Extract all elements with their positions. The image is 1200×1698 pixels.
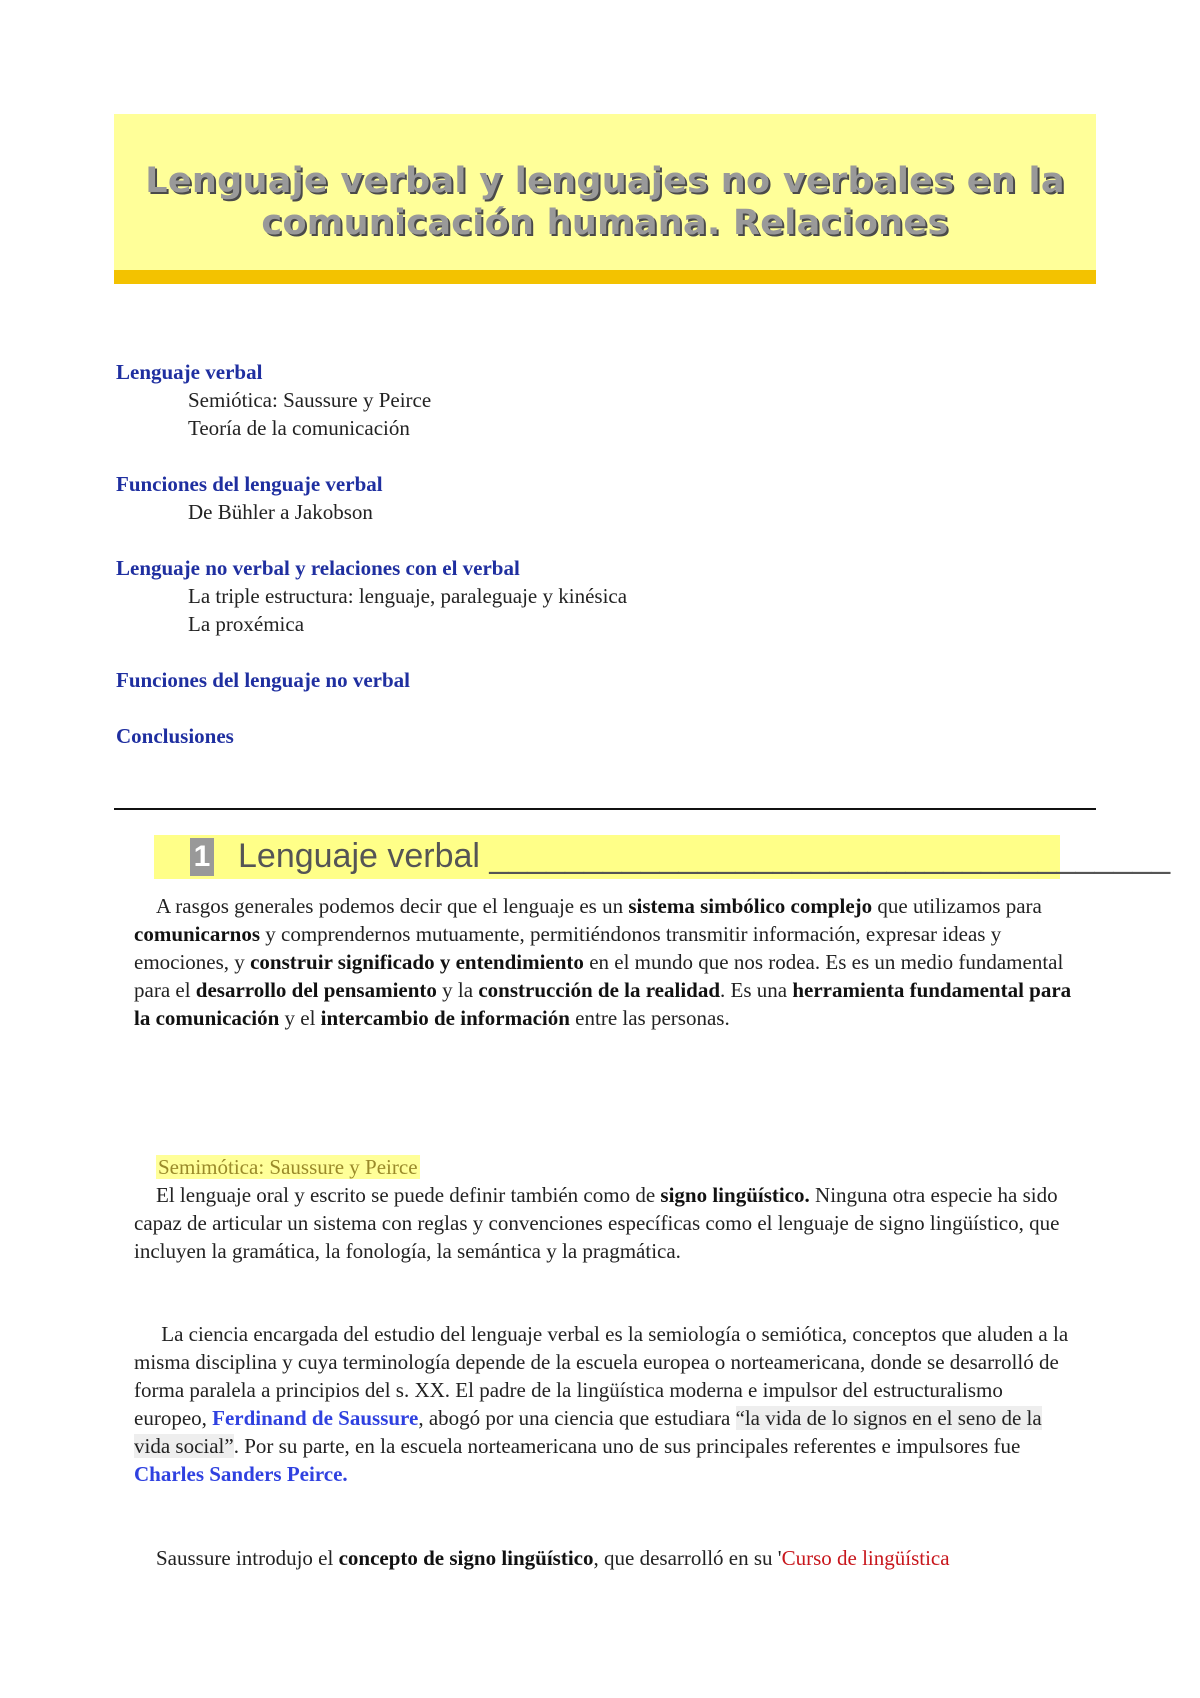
table-of-contents	[116, 358, 1016, 750]
paragraph-saussure: Saussure introdujo el concepto de signo lingüístico, que desarrolló en su 'Curso de lingüística	[156, 1546, 950, 1570]
title-line-2: comunicación humana. Relaciones	[261, 203, 949, 243]
title-underbar	[114, 270, 1096, 284]
toc-sub-teoria-comunicacion[interactable]: Teoría de la comunicación	[188, 416, 410, 440]
paragraph-semiologia: La ciencia encargada del estudio del lenguaje verbal es la semiología o semiótica, conceptos que aluden a la misma disciplina y cuya terminología depende de la escuela europea o norteamericana, donde se desarrolló de forma paralela a principios del s. XX. El padre de la lingüística moderna e impulsor del estructuralismo europeo, Ferdinand de Saussure, abogó por una ciencia que estudiara “la vida de lo signos en el seno de la vida social”. Por su parte, en la escuela norteamericana uno de sus principales referentes e impulsores fue Charles Sanders Peirce.	[134, 1322, 1069, 1486]
paragraph-intro: A rasgos generales podemos decir que el lenguaje es un sistema simbólico complejo que utilizamos para comunicarnos y comprendernos mutuamente, permitiéndonos transmitir información, expresar ideas y emociones, y construir significado y entendimiento en el mundo que nos rodea. Es es un medio fundamental para el desarrollo del pensamiento y la construcción de la realidad. Es una herramienta fundamental para la comunicación y el intercambio de información entre las personas.	[134, 894, 1072, 1030]
toc-heading-funciones-verbal[interactable]: Funciones del lenguaje verbal	[116, 472, 383, 496]
toc-heading-conclusiones[interactable]: Conclusiones	[116, 724, 234, 748]
toc-sub-buhler-jakobson[interactable]: De Bühler a Jakobson	[188, 500, 373, 524]
paragraph-signo: El lenguaje oral y escrito se puede definir también como de signo lingüístico. Ninguna otra especie ha sido capaz de articular un sistema con reglas y convenciones específicas como el lenguaje de signo lingüístico, que incluyen la gramática, la fonología, la semántica y la pragmática.	[134, 1183, 1060, 1263]
title-line-1: Lenguaje verbal y lenguajes no verbales en la	[145, 161, 1065, 201]
title-banner	[114, 114, 1096, 284]
section-title-fill: ____________________________________	[489, 837, 1171, 875]
toc-sub-triple-estructura[interactable]: La triple estructura: lenguaje, paraleguaje y kinésica	[188, 584, 628, 608]
section-title-text: Lenguaje verbal	[238, 837, 480, 875]
toc-sub-semiotica[interactable]: Semiótica: Saussure y Peirce	[188, 388, 432, 412]
subheading-semiotica	[134, 1153, 1074, 1181]
link-peirce[interactable]: Charles Sanders Peirce.	[134, 1462, 348, 1486]
toc-heading-funciones-no-verbal[interactable]: Funciones del lenguaje no verbal	[116, 668, 411, 692]
link-saussure[interactable]: Ferdinand de Saussure	[212, 1406, 419, 1430]
quote-saussure: “la vida de lo signos en el seno de la vida social”	[134, 1406, 1042, 1458]
toc-heading-lenguaje-verbal[interactable]: Lenguaje verbal	[116, 360, 263, 384]
section-divider	[114, 808, 1096, 810]
section-title	[238, 834, 1171, 878]
subheading-text: Semimótica: Saussure y Peirce	[158, 1155, 418, 1179]
section-number: 1	[190, 838, 214, 876]
document-title	[114, 160, 1096, 244]
link-curso[interactable]: Curso de lingüística	[781, 1546, 950, 1570]
toc-heading-no-verbal[interactable]: Lenguaje no verbal y relaciones con el verbal	[116, 556, 520, 580]
toc-sub-proxemica[interactable]: La proxémica	[188, 612, 305, 636]
